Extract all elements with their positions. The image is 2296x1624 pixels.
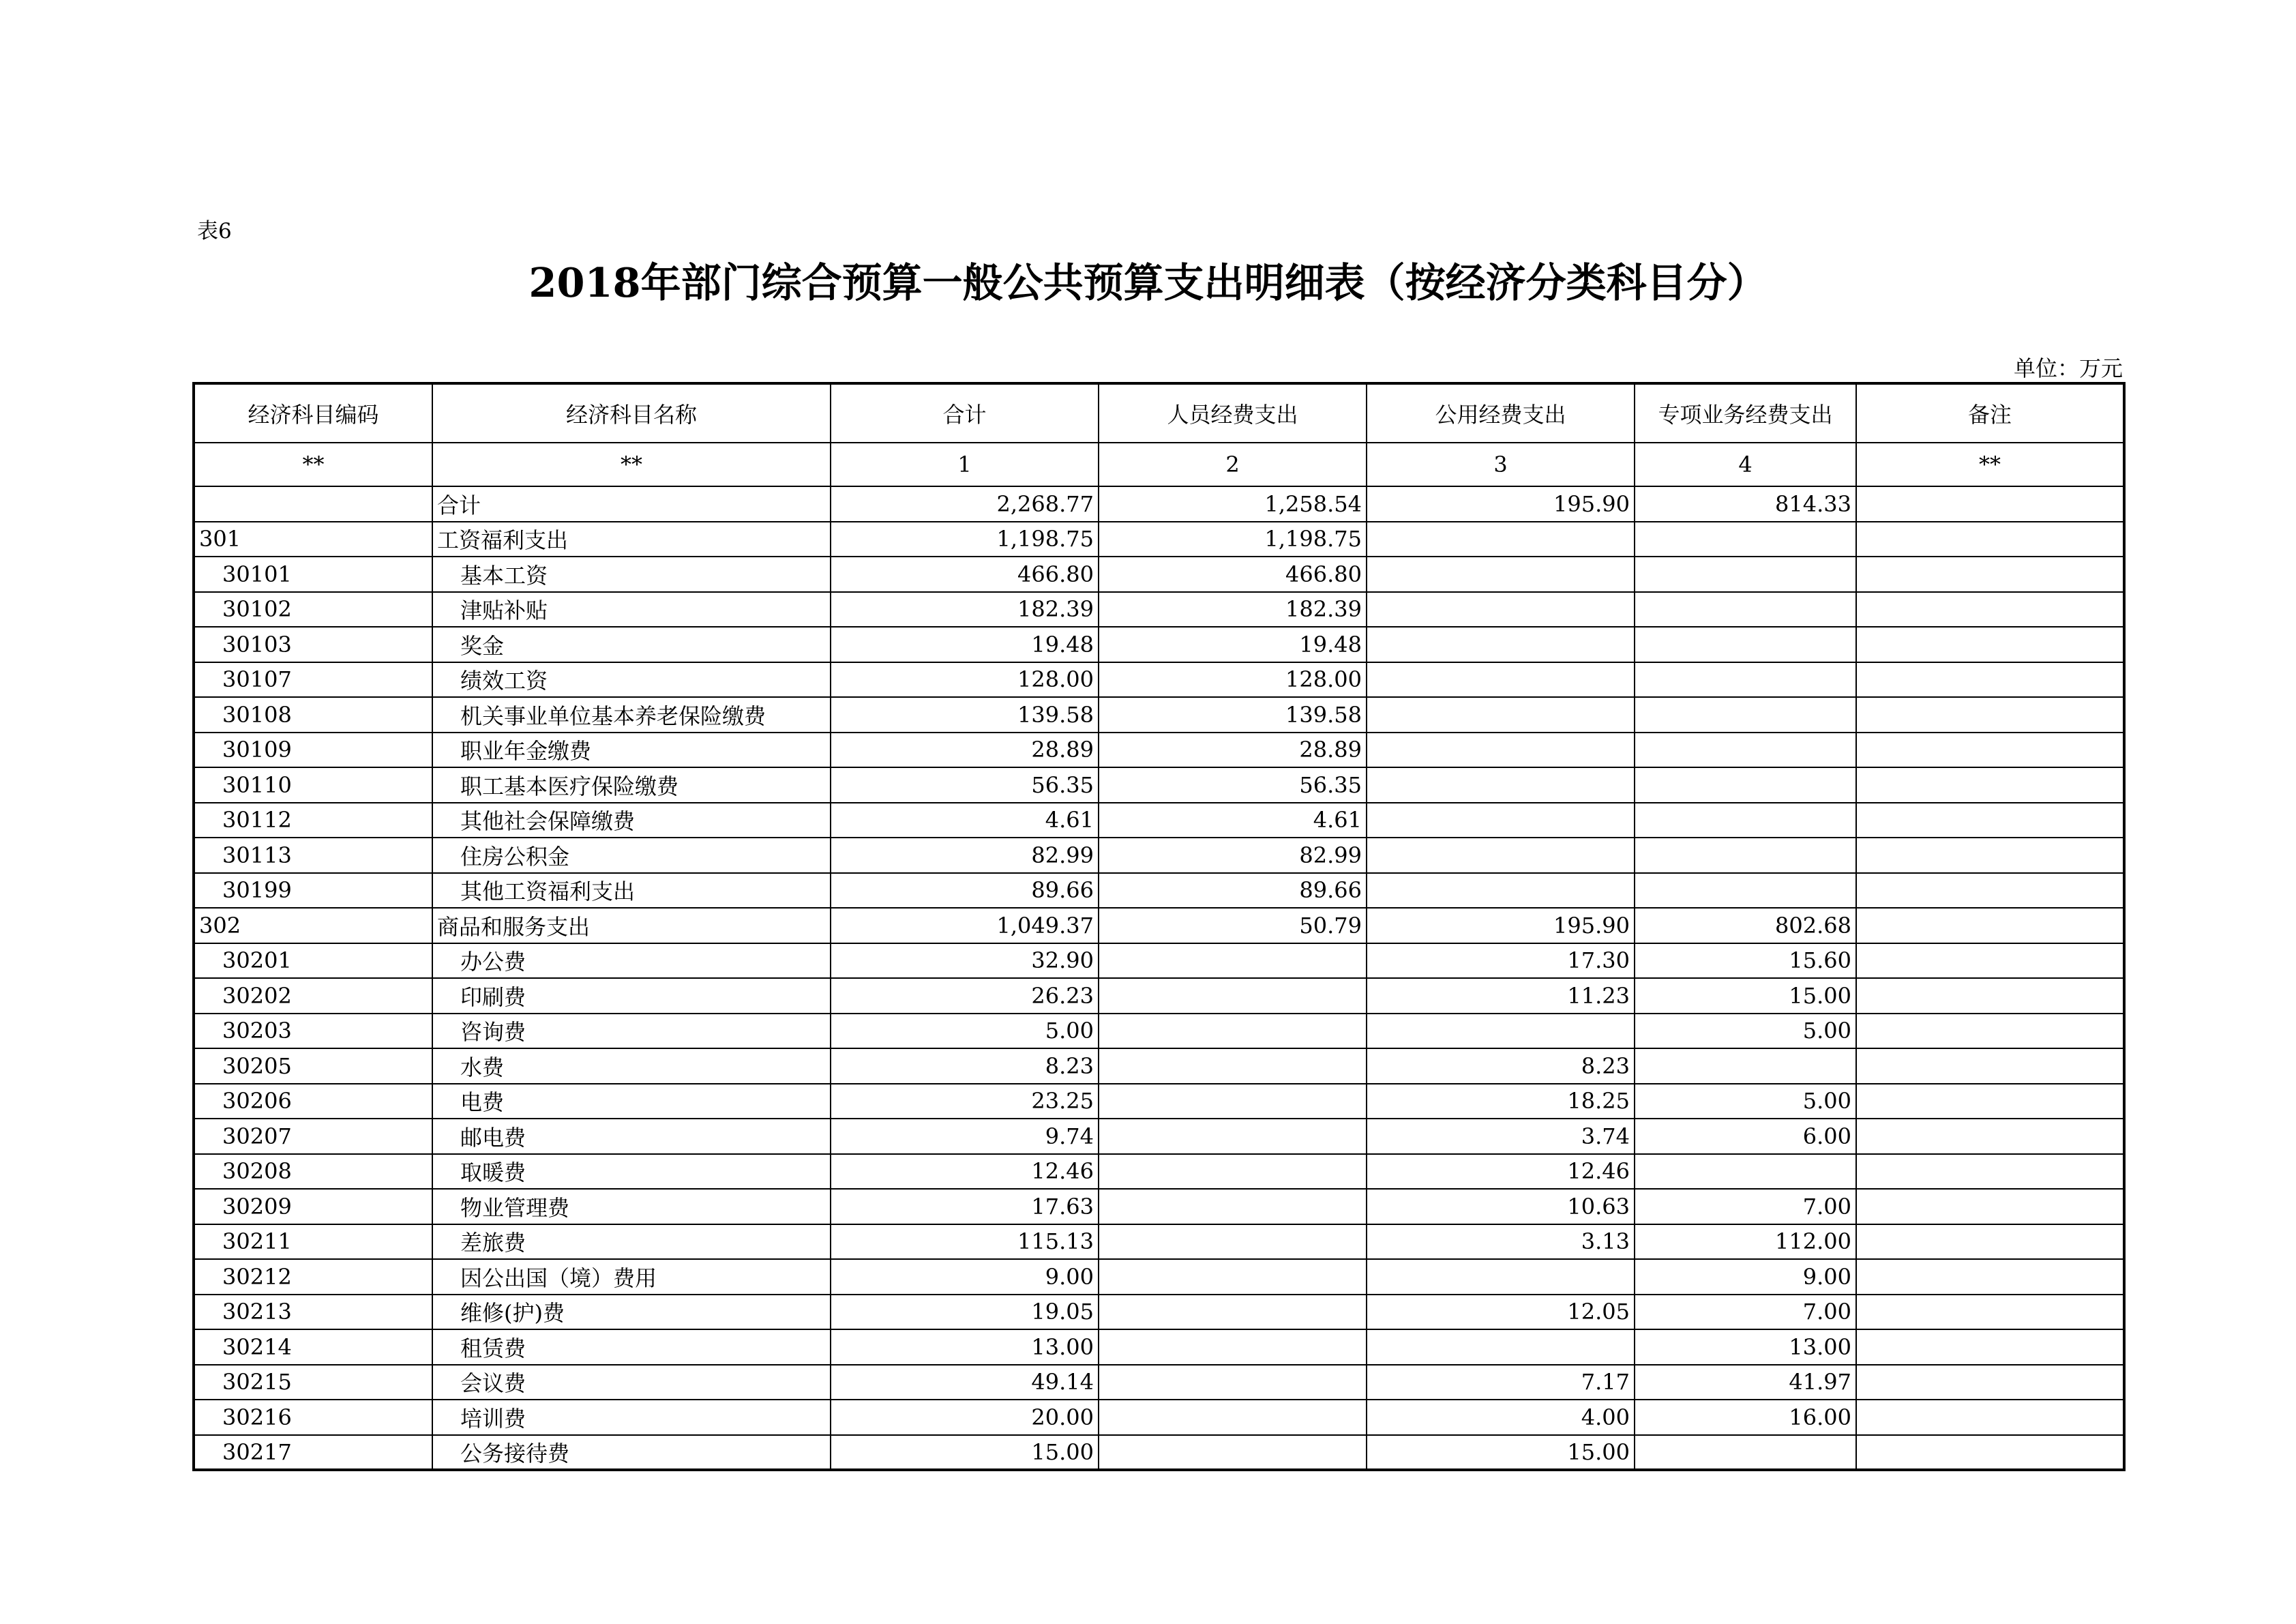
cell-personnel bbox=[1099, 1119, 1367, 1154]
index-cell: ** bbox=[1856, 443, 2124, 486]
cell-note bbox=[1856, 1435, 2124, 1471]
cell-code: 30214 bbox=[194, 1329, 432, 1365]
cell-special bbox=[1635, 557, 1856, 592]
table-row bbox=[194, 1189, 2124, 1224]
table-row bbox=[194, 1329, 2124, 1365]
cell-public bbox=[1367, 557, 1635, 592]
cell-note bbox=[1856, 1295, 2124, 1330]
cell-special: 112.00 bbox=[1635, 1224, 1856, 1260]
cell-public: 12.46 bbox=[1367, 1154, 1635, 1190]
cell-name: 绩效工资 bbox=[432, 662, 831, 698]
table-row bbox=[194, 486, 2124, 522]
cell-total: 26.23 bbox=[831, 978, 1099, 1014]
cell-total: 89.66 bbox=[831, 873, 1099, 909]
table-row bbox=[194, 522, 2124, 557]
cell-special bbox=[1635, 1048, 1856, 1084]
cell-special: 15.60 bbox=[1635, 943, 1856, 979]
cell-special bbox=[1635, 1435, 1856, 1471]
cell-personnel bbox=[1099, 1400, 1367, 1435]
cell-name: 咨询费 bbox=[432, 1014, 831, 1049]
cell-note bbox=[1856, 1084, 2124, 1119]
cell-personnel: 182.39 bbox=[1099, 592, 1367, 628]
table-row bbox=[194, 1154, 2124, 1190]
table-row bbox=[194, 978, 2124, 1014]
cell-note bbox=[1856, 662, 2124, 698]
cell-personnel bbox=[1099, 1014, 1367, 1049]
cell-special bbox=[1635, 1154, 1856, 1190]
cell-special: 9.00 bbox=[1635, 1259, 1856, 1295]
cell-special: 16.00 bbox=[1635, 1400, 1856, 1435]
cell-public: 18.25 bbox=[1367, 1084, 1635, 1119]
header-total: 合计 bbox=[831, 383, 1099, 443]
cell-personnel: 139.58 bbox=[1099, 697, 1367, 733]
table-number-label: 表6 bbox=[197, 219, 232, 243]
cell-code: 30108 bbox=[194, 697, 432, 733]
table-row bbox=[194, 767, 2124, 803]
index-cell: 2 bbox=[1099, 443, 1367, 486]
index-cell: ** bbox=[432, 443, 831, 486]
cell-name: 取暖费 bbox=[432, 1154, 831, 1190]
cell-public: 195.90 bbox=[1367, 486, 1635, 522]
cell-public: 3.13 bbox=[1367, 1224, 1635, 1260]
cell-name: 差旅费 bbox=[432, 1224, 831, 1260]
cell-special bbox=[1635, 592, 1856, 628]
cell-special bbox=[1635, 838, 1856, 873]
cell-public bbox=[1367, 1259, 1635, 1295]
cell-note bbox=[1856, 943, 2124, 979]
table-row bbox=[194, 1435, 2124, 1471]
cell-code: 30112 bbox=[194, 803, 432, 838]
cell-total: 9.74 bbox=[831, 1119, 1099, 1154]
cell-name: 物业管理费 bbox=[432, 1189, 831, 1224]
cell-name: 合计 bbox=[432, 486, 831, 522]
cell-code: 30213 bbox=[194, 1295, 432, 1330]
cell-name: 因公出国（境）费用 bbox=[432, 1259, 831, 1295]
cell-name: 工资福利支出 bbox=[432, 522, 831, 557]
index-cell: 1 bbox=[831, 443, 1099, 486]
cell-personnel bbox=[1099, 1259, 1367, 1295]
table-row bbox=[194, 733, 2124, 768]
cell-note bbox=[1856, 522, 2124, 557]
table-row bbox=[194, 1119, 2124, 1154]
cell-total: 20.00 bbox=[831, 1400, 1099, 1435]
cell-code: 30201 bbox=[194, 943, 432, 979]
cell-special bbox=[1635, 873, 1856, 909]
cell-code: 30113 bbox=[194, 838, 432, 873]
index-cell: 4 bbox=[1635, 443, 1856, 486]
cell-code: 30206 bbox=[194, 1084, 432, 1119]
cell-personnel: 89.66 bbox=[1099, 873, 1367, 909]
cell-name: 电费 bbox=[432, 1084, 831, 1119]
cell-code: 30215 bbox=[194, 1365, 432, 1400]
table-row bbox=[194, 697, 2124, 733]
cell-code: 30107 bbox=[194, 662, 432, 698]
table-row bbox=[194, 1224, 2124, 1260]
cell-public bbox=[1367, 873, 1635, 909]
cell-special: 15.00 bbox=[1635, 978, 1856, 1014]
cell-public: 12.05 bbox=[1367, 1295, 1635, 1330]
cell-personnel: 50.79 bbox=[1099, 908, 1367, 943]
cell-code: 30110 bbox=[194, 767, 432, 803]
cell-personnel bbox=[1099, 1295, 1367, 1330]
cell-total: 56.35 bbox=[831, 767, 1099, 803]
cell-public: 195.90 bbox=[1367, 908, 1635, 943]
cell-personnel: 28.89 bbox=[1099, 733, 1367, 768]
cell-personnel bbox=[1099, 943, 1367, 979]
cell-personnel: 128.00 bbox=[1099, 662, 1367, 698]
cell-public bbox=[1367, 1329, 1635, 1365]
cell-personnel: 466.80 bbox=[1099, 557, 1367, 592]
cell-special bbox=[1635, 803, 1856, 838]
budget-table bbox=[192, 382, 2126, 1471]
cell-special: 802.68 bbox=[1635, 908, 1856, 943]
cell-special: 814.33 bbox=[1635, 486, 1856, 522]
cell-total: 466.80 bbox=[831, 557, 1099, 592]
cell-total: 28.89 bbox=[831, 733, 1099, 768]
cell-personnel bbox=[1099, 1435, 1367, 1471]
cell-special: 7.00 bbox=[1635, 1295, 1856, 1330]
table-row bbox=[194, 1084, 2124, 1119]
header-special: 专项业务经费支出 bbox=[1635, 383, 1856, 443]
header-row bbox=[194, 383, 2124, 443]
cell-public: 15.00 bbox=[1367, 1435, 1635, 1471]
cell-total: 9.00 bbox=[831, 1259, 1099, 1295]
unit-label: 单位：万元 bbox=[2013, 355, 2123, 381]
cell-total: 82.99 bbox=[831, 838, 1099, 873]
cell-total: 17.63 bbox=[831, 1189, 1099, 1224]
cell-personnel: 1,198.75 bbox=[1099, 522, 1367, 557]
cell-public bbox=[1367, 697, 1635, 733]
cell-personnel bbox=[1099, 1048, 1367, 1084]
cell-total: 49.14 bbox=[831, 1365, 1099, 1400]
cell-name: 租赁费 bbox=[432, 1329, 831, 1365]
cell-name: 会议费 bbox=[432, 1365, 831, 1400]
cell-public bbox=[1367, 1014, 1635, 1049]
cell-note bbox=[1856, 908, 2124, 943]
cell-public bbox=[1367, 767, 1635, 803]
cell-personnel: 4.61 bbox=[1099, 803, 1367, 838]
cell-name: 水费 bbox=[432, 1048, 831, 1084]
page-title: 2018年部门综合预算一般公共预算支出明细表（按经济分类科目分） bbox=[528, 259, 1768, 306]
cell-note bbox=[1856, 627, 2124, 662]
cell-code bbox=[194, 486, 432, 522]
table-row bbox=[194, 592, 2124, 628]
cell-note bbox=[1856, 557, 2124, 592]
cell-code: 30109 bbox=[194, 733, 432, 768]
cell-note bbox=[1856, 1329, 2124, 1365]
cell-code: 30199 bbox=[194, 873, 432, 909]
table-row bbox=[194, 873, 2124, 909]
cell-special: 13.00 bbox=[1635, 1329, 1856, 1365]
cell-code: 302 bbox=[194, 908, 432, 943]
cell-total: 2,268.77 bbox=[831, 486, 1099, 522]
cell-personnel bbox=[1099, 1189, 1367, 1224]
cell-special bbox=[1635, 767, 1856, 803]
index-cell: ** bbox=[194, 443, 432, 486]
cell-code: 30102 bbox=[194, 592, 432, 628]
cell-name: 住房公积金 bbox=[432, 838, 831, 873]
cell-note bbox=[1856, 697, 2124, 733]
header-name: 经济科目名称 bbox=[432, 383, 831, 443]
cell-name: 办公费 bbox=[432, 943, 831, 979]
cell-special bbox=[1635, 733, 1856, 768]
cell-name: 培训费 bbox=[432, 1400, 831, 1435]
cell-code: 30209 bbox=[194, 1189, 432, 1224]
cell-code: 30202 bbox=[194, 978, 432, 1014]
cell-code: 30211 bbox=[194, 1224, 432, 1260]
cell-note bbox=[1856, 767, 2124, 803]
cell-name: 基本工资 bbox=[432, 557, 831, 592]
cell-total: 12.46 bbox=[831, 1154, 1099, 1190]
cell-note bbox=[1856, 1224, 2124, 1260]
cell-total: 139.58 bbox=[831, 697, 1099, 733]
cell-note bbox=[1856, 1048, 2124, 1084]
table-row bbox=[194, 1295, 2124, 1330]
cell-total: 32.90 bbox=[831, 943, 1099, 979]
cell-personnel: 82.99 bbox=[1099, 838, 1367, 873]
table-body bbox=[194, 486, 2124, 1470]
cell-name: 机关事业单位基本养老保险缴费 bbox=[432, 697, 831, 733]
table-row bbox=[194, 1259, 2124, 1295]
cell-name: 奖金 bbox=[432, 627, 831, 662]
cell-public: 8.23 bbox=[1367, 1048, 1635, 1084]
cell-public bbox=[1367, 733, 1635, 768]
index-cell: 3 bbox=[1367, 443, 1635, 486]
cell-public: 3.74 bbox=[1367, 1119, 1635, 1154]
cell-name: 印刷费 bbox=[432, 978, 831, 1014]
cell-name: 邮电费 bbox=[432, 1119, 831, 1154]
cell-total: 115.13 bbox=[831, 1224, 1099, 1260]
cell-total: 1,049.37 bbox=[831, 908, 1099, 943]
table-row bbox=[194, 557, 2124, 592]
cell-total: 19.05 bbox=[831, 1295, 1099, 1330]
cell-public: 10.63 bbox=[1367, 1189, 1635, 1224]
cell-note bbox=[1856, 486, 2124, 522]
table-row bbox=[194, 803, 2124, 838]
cell-total: 128.00 bbox=[831, 662, 1099, 698]
cell-special bbox=[1635, 522, 1856, 557]
cell-note bbox=[1856, 1119, 2124, 1154]
cell-total: 19.48 bbox=[831, 627, 1099, 662]
header-public: 公用经费支出 bbox=[1367, 383, 1635, 443]
index-row bbox=[194, 443, 2124, 486]
cell-note bbox=[1856, 592, 2124, 628]
cell-code: 30207 bbox=[194, 1119, 432, 1154]
cell-special: 6.00 bbox=[1635, 1119, 1856, 1154]
table-row bbox=[194, 627, 2124, 662]
cell-note bbox=[1856, 978, 2124, 1014]
cell-code: 30103 bbox=[194, 627, 432, 662]
cell-code: 301 bbox=[194, 522, 432, 557]
cell-name: 公务接待费 bbox=[432, 1435, 831, 1471]
cell-code: 30216 bbox=[194, 1400, 432, 1435]
cell-total: 4.61 bbox=[831, 803, 1099, 838]
cell-code: 30208 bbox=[194, 1154, 432, 1190]
cell-personnel: 19.48 bbox=[1099, 627, 1367, 662]
cell-total: 23.25 bbox=[831, 1084, 1099, 1119]
cell-personnel bbox=[1099, 1084, 1367, 1119]
table-row bbox=[194, 1014, 2124, 1049]
cell-name: 其他社会保障缴费 bbox=[432, 803, 831, 838]
cell-special bbox=[1635, 697, 1856, 733]
cell-public: 11.23 bbox=[1367, 978, 1635, 1014]
cell-total: 182.39 bbox=[831, 592, 1099, 628]
header-code: 经济科目编码 bbox=[194, 383, 432, 443]
table-row bbox=[194, 908, 2124, 943]
cell-personnel bbox=[1099, 978, 1367, 1014]
cell-name: 津贴补贴 bbox=[432, 592, 831, 628]
cell-personnel bbox=[1099, 1365, 1367, 1400]
cell-code: 30205 bbox=[194, 1048, 432, 1084]
cell-personnel: 56.35 bbox=[1099, 767, 1367, 803]
cell-personnel: 1,258.54 bbox=[1099, 486, 1367, 522]
header-personnel: 人员经费支出 bbox=[1099, 383, 1367, 443]
cell-special: 7.00 bbox=[1635, 1189, 1856, 1224]
cell-note bbox=[1856, 803, 2124, 838]
cell-public bbox=[1367, 803, 1635, 838]
cell-public bbox=[1367, 522, 1635, 557]
cell-code: 30212 bbox=[194, 1259, 432, 1295]
cell-note bbox=[1856, 873, 2124, 909]
cell-public bbox=[1367, 592, 1635, 628]
cell-code: 30203 bbox=[194, 1014, 432, 1049]
cell-personnel bbox=[1099, 1154, 1367, 1190]
cell-public: 17.30 bbox=[1367, 943, 1635, 979]
table-row bbox=[194, 1048, 2124, 1084]
cell-total: 13.00 bbox=[831, 1329, 1099, 1365]
cell-total: 8.23 bbox=[831, 1048, 1099, 1084]
table-row bbox=[194, 1400, 2124, 1435]
cell-special: 41.97 bbox=[1635, 1365, 1856, 1400]
cell-total: 1,198.75 bbox=[831, 522, 1099, 557]
cell-note bbox=[1856, 1259, 2124, 1295]
cell-note bbox=[1856, 1154, 2124, 1190]
table-row bbox=[194, 838, 2124, 873]
cell-personnel bbox=[1099, 1329, 1367, 1365]
cell-name: 商品和服务支出 bbox=[432, 908, 831, 943]
cell-name: 职业年金缴费 bbox=[432, 733, 831, 768]
cell-note bbox=[1856, 1400, 2124, 1435]
cell-name: 职工基本医疗保险缴费 bbox=[432, 767, 831, 803]
cell-public bbox=[1367, 838, 1635, 873]
cell-name: 维修(护)费 bbox=[432, 1295, 831, 1330]
cell-name: 其他工资福利支出 bbox=[432, 873, 831, 909]
cell-code: 30101 bbox=[194, 557, 432, 592]
cell-note bbox=[1856, 838, 2124, 873]
cell-public: 4.00 bbox=[1367, 1400, 1635, 1435]
table-row bbox=[194, 943, 2124, 979]
cell-public: 7.17 bbox=[1367, 1365, 1635, 1400]
cell-special bbox=[1635, 627, 1856, 662]
cell-code: 30217 bbox=[194, 1435, 432, 1471]
table-row bbox=[194, 1365, 2124, 1400]
cell-note bbox=[1856, 1014, 2124, 1049]
cell-special: 5.00 bbox=[1635, 1014, 1856, 1049]
cell-note bbox=[1856, 733, 2124, 768]
cell-total: 15.00 bbox=[831, 1435, 1099, 1471]
cell-special: 5.00 bbox=[1635, 1084, 1856, 1119]
cell-special bbox=[1635, 662, 1856, 698]
cell-public bbox=[1367, 662, 1635, 698]
cell-public bbox=[1367, 627, 1635, 662]
cell-note bbox=[1856, 1365, 2124, 1400]
header-note: 备注 bbox=[1856, 383, 2124, 443]
table-row bbox=[194, 662, 2124, 698]
cell-total: 5.00 bbox=[831, 1014, 1099, 1049]
cell-personnel bbox=[1099, 1224, 1367, 1260]
cell-note bbox=[1856, 1189, 2124, 1224]
